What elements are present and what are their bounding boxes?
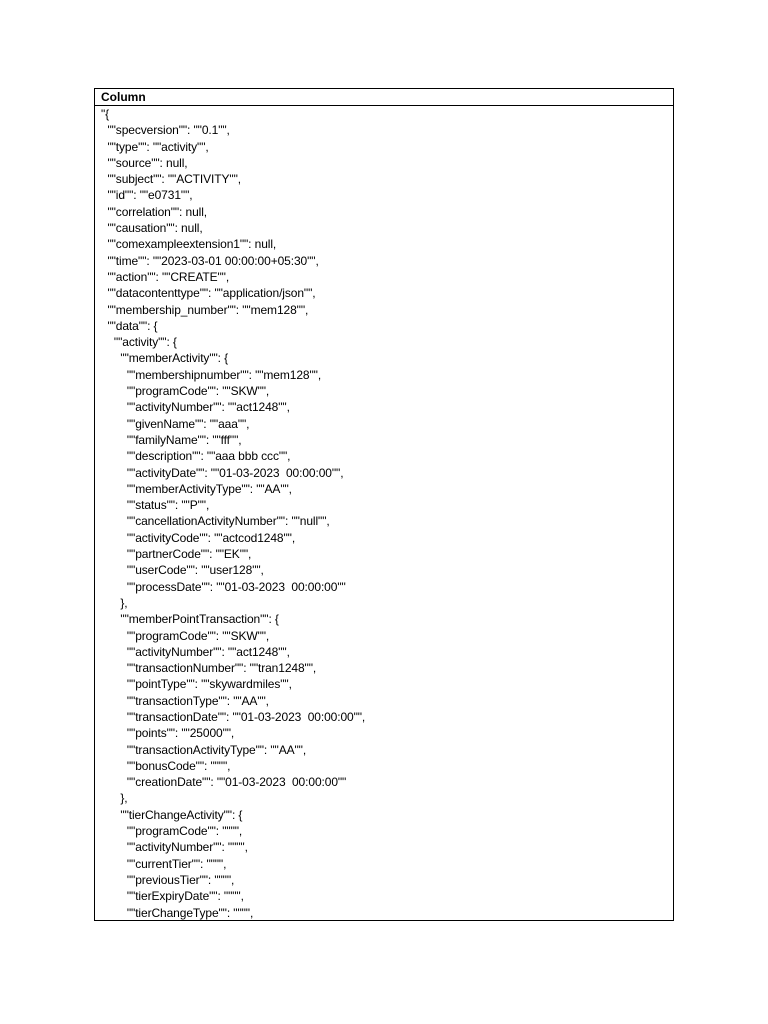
json-text-line: ""subject"": ""ACTIVITY"", [101, 172, 241, 187]
json-text-line: ""userCode"": ""user128"", [101, 563, 264, 578]
json-text-line: ""previousTier"": """", [101, 872, 235, 887]
json-text-line: ""id"": ""e0731"", [101, 188, 193, 203]
json-text-line: }, [101, 791, 128, 806]
json-text-line: "{ [101, 107, 110, 121]
json-text-line: ""programCode"": ""SKW"", [101, 628, 270, 643]
json-text-line: ""membership_number"": ""mem128"", [101, 302, 309, 317]
json-text-line: ""activity"": { [101, 335, 177, 350]
json-text-line: ""cancellationActivityNumber"": ""null"", [101, 514, 330, 529]
json-text-line: ""datacontenttype"": ""application/json"", [101, 286, 316, 301]
json-text-line: ""membershipnumber"": ""mem128"", [101, 367, 322, 382]
json-text-line: ""status"": ""P"", [101, 498, 210, 513]
json-text-line: ""specversion"": ""0.1"", [101, 123, 230, 138]
json-text-line: ""source"": null, [101, 155, 188, 170]
column-header: Column [95, 89, 673, 106]
json-text-line: ""transactionActivityType"": ""AA"", [101, 742, 307, 757]
json-text-line: ""processDate"": ""01-03-2023 00:00:00"" [101, 579, 346, 594]
json-text-line: }, [101, 595, 128, 610]
json-text-line: ""correlation"": null, [101, 204, 208, 219]
json-text-line: ""programCode"": """", [101, 824, 243, 839]
json-text-line: ""transactionType"": ""AA"", [101, 693, 269, 708]
json-text-line: ""programCode"": ""SKW"", [101, 384, 270, 399]
json-text-line: ""memberActivity"": { [101, 351, 229, 366]
json-text-line: ""memberPointTransaction"": { [101, 612, 279, 627]
json-text-line: ""partnerCode"": ""EK"", [101, 547, 252, 562]
json-text-line: ""activityNumber"": ""act1248"", [101, 644, 290, 659]
json-text-line: ""familyName"": ""fff"", [101, 432, 242, 447]
json-text-line: ""tierChangeType"": """", [101, 905, 254, 920]
json-text-line: ""action"": ""CREATE"", [101, 269, 230, 284]
json-text-line: ""givenName"": ""aaa"", [101, 416, 250, 431]
json-text-line: ""transactionDate"": ""01-03-2023 00:00:00"", [101, 709, 366, 724]
cell-content [95, 106, 673, 921]
json-text-line: ""creationDate"": ""01-03-2023 00:00:00"" [101, 775, 347, 790]
json-text-line: ""description"": ""aaa bbb ccc"", [101, 449, 291, 464]
json-text-line: ""points"": ""25000"", [101, 726, 235, 741]
json-text-line: ""bonusCode"": """", [101, 758, 231, 773]
json-text-line: ""type"": ""activity"", [101, 139, 209, 154]
json-text-line: ""time"": ""2023-03-01 00:00:00+05:30"", [101, 253, 319, 268]
json-text-line: ""memberActivityType"": ""AA"", [101, 481, 292, 496]
json-text-line: ""causation"": null, [101, 221, 203, 236]
json-text-line: ""pointType"": ""skywardmiles"", [101, 677, 292, 692]
json-text-line: ""currentTier"": """", [101, 856, 227, 871]
json-text-line: ""data"": { [101, 318, 158, 333]
json-text-line: ""transactionNumber"": ""tran1248"", [101, 661, 317, 676]
json-text-line: ""tierExpiryDate"": """", [101, 889, 244, 904]
json-text-line: ""activityCode"": ""actcod1248"", [101, 530, 296, 545]
json-text-line: ""activityNumber"": """", [101, 840, 248, 855]
spreadsheet-cell-column [94, 88, 674, 921]
json-text-line: ""activityNumber"": ""act1248"", [101, 400, 290, 415]
json-text-line: ""activityDate"": ""01-03-2023 00:00:00"", [101, 465, 344, 480]
json-text-line: ""tierChangeActivity"": { [101, 807, 243, 822]
json-text-line: ""comexampleextension1"": null, [101, 237, 277, 252]
